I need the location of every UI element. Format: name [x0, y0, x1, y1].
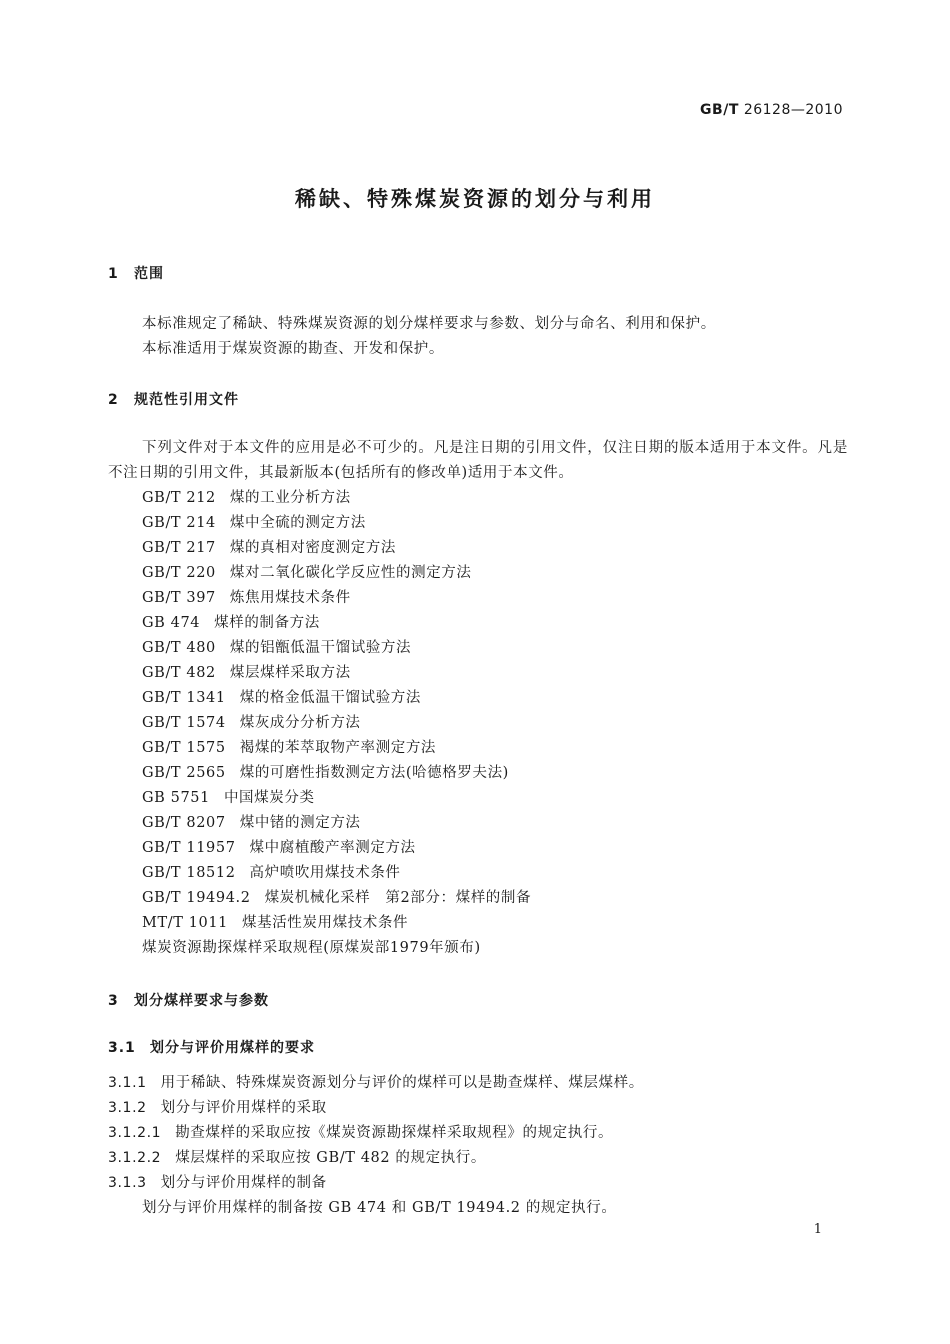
clause-item [108, 1121, 613, 1145]
reference-item [142, 836, 531, 861]
reference-title: 煤的可磨性指数测定方法(哈德格罗夫法) [239, 765, 509, 781]
clause-item [108, 1171, 327, 1195]
reference-code: GB/T 1575 [142, 740, 226, 756]
reference-code: GB 5751 [142, 790, 210, 806]
reference-item [142, 536, 531, 561]
page-number: 1 [813, 1222, 822, 1237]
clause-number: 3.1.2.2 [108, 1150, 162, 1166]
reference-title: 煤对二氧化碳化学反应性的测定方法 [229, 565, 472, 581]
clause-text: 煤层煤样的采取应按 GB/T 482 的规定执行。 [175, 1150, 486, 1166]
reference-code: GB/T 214 [142, 515, 216, 531]
reference-item [142, 936, 531, 961]
reference-item [142, 486, 531, 511]
reference-title: 炼焦用煤技术条件 [229, 590, 351, 606]
reference-item [142, 811, 531, 836]
standard-code: 26128—2010 [743, 102, 843, 118]
reference-title: 煤的铝甑低温干馏试验方法 [229, 640, 412, 656]
reference-code: GB/T 397 [142, 590, 216, 606]
reference-code: GB/T 1574 [142, 715, 226, 731]
reference-item [142, 686, 531, 711]
clause-number: 3.1.1 [108, 1075, 147, 1091]
reference-title: 煤基活性炭用煤技术条件 [242, 915, 409, 931]
reference-code: MT/T 1011 [142, 915, 228, 931]
clause-number: 3.1.2 [108, 1100, 147, 1116]
reference-code: GB/T 212 [142, 490, 216, 506]
reference-item [142, 586, 531, 611]
scope-paragraph-1: 本标准规定了稀缺、特殊煤炭资源的划分煤样要求与参数、划分与命名、利用和保护。 [142, 316, 716, 332]
reference-title: 煤炭资源勘探煤样采取规程(原煤炭部1979年颁布) [142, 940, 481, 956]
document-title: 稀缺、特殊煤炭资源的划分与利用 [295, 187, 655, 211]
reference-title: 煤中全硫的测定方法 [229, 515, 366, 531]
reference-code: GB/T 19494.2 [142, 890, 251, 906]
clause-text: 划分与评价用煤样的采取 [160, 1100, 327, 1116]
reference-title: 中国煤炭分类 [223, 790, 315, 806]
reference-item [142, 786, 531, 811]
reference-code: GB/T 11957 [142, 840, 236, 856]
reference-title: 煤层煤样采取方法 [229, 665, 351, 681]
reference-item [142, 636, 531, 661]
section-3-1-heading: 3.1 划分与评价用煤样的要求 [108, 1040, 315, 1056]
clause-number: 3.1.2.1 [108, 1125, 162, 1141]
reference-item [142, 886, 531, 911]
clause-item [108, 1096, 327, 1120]
reference-title: 煤炭机械化采样 第2部分：煤样的制备 [264, 890, 532, 906]
reference-title: 煤的工业分析方法 [229, 490, 351, 506]
reference-item [142, 661, 531, 686]
clause-number: 3.1.3 [108, 1175, 147, 1191]
reference-item [142, 861, 531, 886]
clause-text: 划分与评价用煤样的制备 [160, 1175, 327, 1191]
section-1-heading: 1 范围 [108, 266, 164, 282]
reference-item [142, 711, 531, 736]
reference-item [142, 611, 531, 636]
reference-title: 煤中锗的测定方法 [239, 815, 361, 831]
reference-code: GB/T 480 [142, 640, 216, 656]
reference-code: GB/T 220 [142, 565, 216, 581]
reference-title: 煤灰成分分析方法 [239, 715, 361, 731]
reference-item [142, 561, 531, 586]
reference-item [142, 911, 531, 936]
reference-code: GB/T 217 [142, 540, 216, 556]
reference-item [142, 736, 531, 761]
clause-item [108, 1071, 644, 1095]
reference-title: 煤中腐植酸产率测定方法 [249, 840, 416, 856]
reference-code: GB/T 8207 [142, 815, 226, 831]
clause-text: 勘查煤样的采取应按《煤炭资源勘探煤样采取规程》的规定执行。 [175, 1125, 614, 1141]
clause-text: 用于稀缺、特殊煤炭资源划分与评价的煤样可以是勘查煤样、煤层煤样。 [160, 1075, 644, 1091]
standard-prefix: GB/T [700, 102, 739, 118]
section-3-heading: 3 划分煤样要求与参数 [108, 993, 269, 1009]
reference-title: 煤的真相对密度测定方法 [229, 540, 396, 556]
reference-item [142, 511, 531, 536]
preparation-paragraph: 划分与评价用煤样的制备按 GB 474 和 GB/T 19494.2 的规定执行。 [142, 1200, 617, 1216]
reference-code: GB/T 1341 [142, 690, 226, 706]
reference-title: 煤的格金低温干馏试验方法 [239, 690, 421, 706]
reference-code: GB 474 [142, 615, 201, 631]
scope-paragraph-2: 本标准适用于煤炭资源的勘查、开发和保护。 [142, 341, 444, 357]
reference-item [142, 761, 531, 786]
reference-title: 煤样的制备方法 [214, 615, 320, 631]
reference-title: 高炉喷吹用煤技术条件 [249, 865, 401, 881]
clause-item [108, 1146, 486, 1170]
reference-code: GB/T 482 [142, 665, 216, 681]
reference-code: GB/T 2565 [142, 765, 226, 781]
reference-title: 褐煤的苯萃取物产率测定方法 [239, 740, 437, 756]
references-intro: 下列文件对于本文件的应用是必不可少的。凡是注日期的引用文件，仅注日期的版本适用于本文件。凡是不注日期的引用文件，其最新版本(包括所有的修改单)适用于本文件。 [108, 440, 848, 481]
reference-code: GB/T 18512 [142, 865, 236, 881]
standard-number [700, 102, 843, 118]
references-list [142, 486, 531, 961]
section-2-heading: 2 规范性引用文件 [108, 392, 239, 408]
